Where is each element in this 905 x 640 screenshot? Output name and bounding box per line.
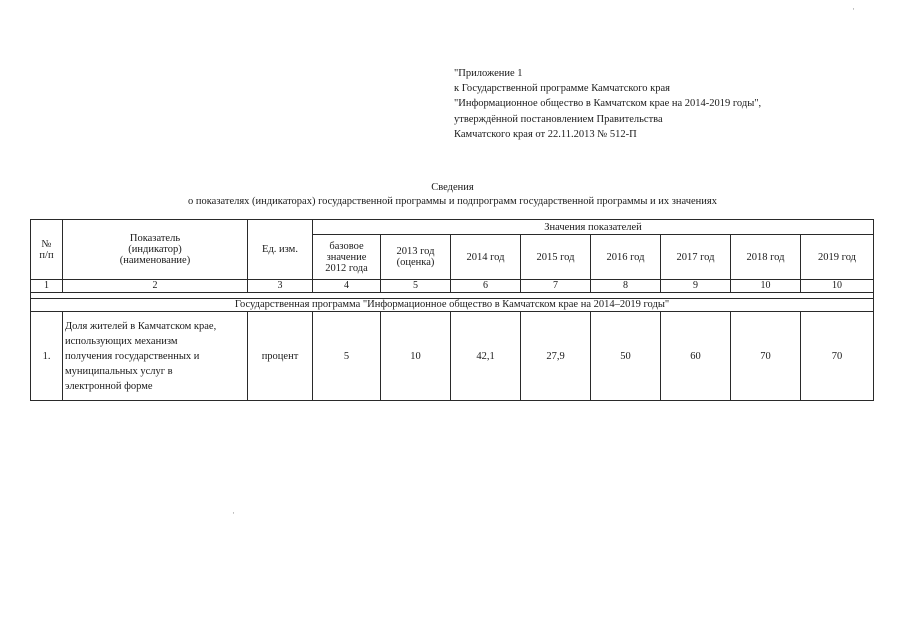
header-text: (оценка) (396, 257, 435, 268)
column-number: 4 (313, 280, 381, 293)
column-number: 1 (31, 280, 63, 293)
header-text: (индикатор) (128, 244, 182, 255)
indicator-name-line: муниципальных услуг в (65, 365, 173, 377)
document-heading (0, 181, 905, 209)
column-number: 5 (381, 280, 451, 293)
header-text: п/п (39, 249, 54, 261)
indicator-unit: процент (248, 312, 313, 401)
table-row (31, 312, 874, 401)
header-text: Показатель (129, 233, 181, 244)
indicator-name-line: электронной форме (65, 380, 153, 392)
column-number: 10 (731, 280, 801, 293)
appendix-line: Камчатского края от 22.11.2013 № 512-П (454, 128, 637, 140)
appendix-note (454, 66, 761, 142)
indicator-name-line: получения государственных и (65, 350, 200, 362)
indicator-name-line: использующих механизм (65, 335, 178, 347)
indicator-value: 70 (801, 312, 874, 401)
header-year (381, 235, 451, 280)
indicators-table (30, 219, 874, 401)
indicator-value: 70 (731, 312, 801, 401)
header-year: 2019 год (801, 235, 874, 280)
indicator-name-line: Доля жителей в Камчатском крае, (65, 320, 217, 332)
header-year: 2016 год (591, 235, 661, 280)
column-number: 8 (591, 280, 661, 293)
appendix-line: "Приложение 1 (454, 68, 523, 79)
header-text: 2013 год (396, 246, 435, 257)
column-numbers-row (31, 280, 874, 293)
header-text: базовое (329, 240, 364, 252)
header-year: 2015 год (521, 235, 591, 280)
header-unit: Ед. изм. (248, 220, 313, 280)
column-number: 2 (63, 280, 248, 293)
indicator-value: 50 (591, 312, 661, 401)
header-text: (наименование) (119, 255, 191, 266)
header-indicator-name (63, 220, 248, 280)
indicator-value: 60 (661, 312, 731, 401)
header-year: 2017 год (661, 235, 731, 280)
header-values: Значения показателей (313, 220, 874, 235)
header-row-top (31, 220, 874, 235)
column-number: 6 (451, 280, 521, 293)
indicator-value: 5 (313, 312, 381, 401)
appendix-line: утверждённой постановлением Правительства (454, 113, 663, 125)
header-text: № (41, 238, 52, 250)
header-number (31, 220, 63, 280)
column-number: 9 (661, 280, 731, 293)
program-title: Государственная программа "Информационное общество в Камчатском крае на 2014–2019 годы" (31, 299, 874, 312)
header-year: 2014 год (451, 235, 521, 280)
appendix-line: к Государственной программе Камчатского края (454, 83, 670, 95)
scan-speck: · (232, 508, 235, 518)
column-number: 7 (521, 280, 591, 293)
program-row (31, 299, 874, 312)
indicator-value: 27,9 (521, 312, 591, 401)
column-number: 3 (248, 280, 313, 293)
document-subtitle: о показателях (индикаторах) государственной программы и подпрограмм государственной программы и их значениях (187, 196, 718, 207)
appendix-line: "Информационное общество в Камчатском крае на 2014-2019 годы", (454, 98, 762, 110)
scan-speck: · (852, 4, 855, 14)
indicator-value: 42,1 (451, 312, 521, 401)
document-title: Сведения (431, 182, 474, 193)
header-text: 2012 года (325, 262, 368, 274)
indicator-value: 10 (381, 312, 451, 401)
column-number: 10 (801, 280, 874, 293)
header-text: значение (326, 251, 367, 263)
row-number: 1. (31, 312, 63, 401)
header-year (313, 235, 381, 280)
indicator-name (63, 312, 248, 401)
header-year: 2018 год (731, 235, 801, 280)
